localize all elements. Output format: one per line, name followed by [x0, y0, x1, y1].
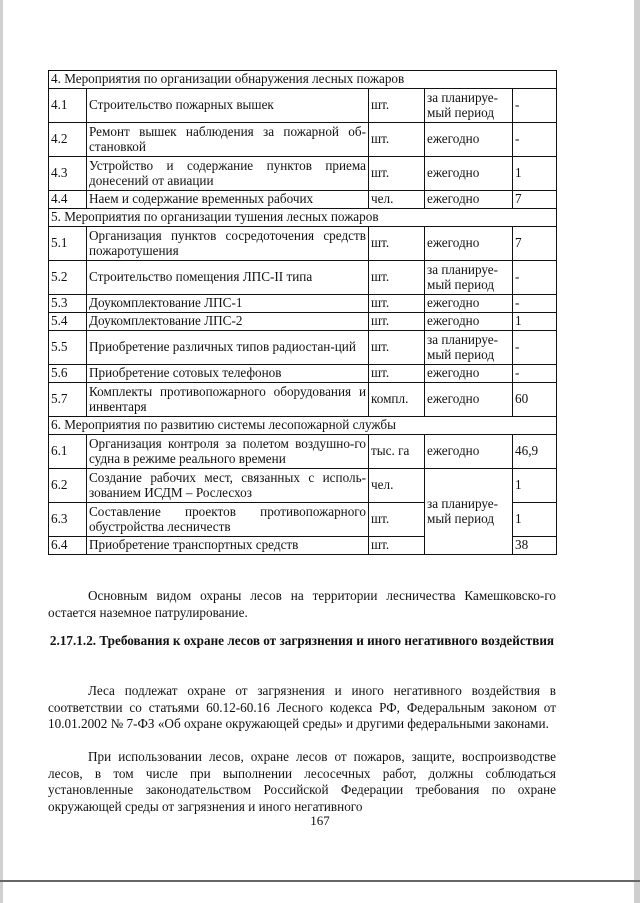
row-unit: шт.: [369, 537, 425, 555]
row-measure: Наем и содержание временных рабочих: [87, 191, 369, 209]
row-period: за планируе-мый период: [425, 89, 513, 123]
row-measure: Организация контроля за полетом воздушно-го судна в режиме реального времени: [87, 435, 369, 469]
row-unit: шт.: [369, 261, 425, 295]
row-number: 5.7: [49, 383, 87, 417]
row-measure: Устройство и содержание пунктов приема донесений от авиации: [87, 157, 369, 191]
row-unit: чел.: [369, 191, 425, 209]
row-value: -: [513, 365, 557, 383]
paragraph-requirements: При использовании лесов, охране лесов от пожаров, защите, воспроизводстве лесов, в том числе при выполнении лесосечных работ, должны соблюдаться установленные законодательством Российской Федерации требования по охране окружающей среды от загрязнения и иного негативного: [48, 749, 556, 814]
row-period: ежегодно: [425, 383, 513, 417]
table-row: [49, 227, 557, 261]
row-unit: шт.: [369, 503, 425, 537]
row-value: 7: [513, 227, 557, 261]
paragraph-patrol: Основным видом охраны лесов на территории лесничества Камешковско-го остается наземное патрулирование.: [48, 588, 556, 620]
scan-edge-left: [0, 0, 3, 903]
row-number: 6.1: [49, 435, 87, 469]
row-value: -: [513, 261, 557, 295]
table-row: [49, 191, 557, 209]
row-measure: Ремонт вышек наблюдения за пожарной об-становкой: [87, 123, 369, 157]
row-unit: шт.: [369, 123, 425, 157]
table-section-row: [49, 209, 557, 227]
row-measure: Организация пунктов сосредоточения средств пожаротушения: [87, 227, 369, 261]
row-value: 7: [513, 191, 557, 209]
table-row: [49, 331, 557, 365]
table-row: [49, 261, 557, 295]
row-period: ежегодно: [425, 123, 513, 157]
row-value: 1: [513, 313, 557, 331]
row-value: 38: [513, 537, 557, 555]
row-unit: шт.: [369, 157, 425, 191]
row-measure: Составление проектов противопожарного обустройства лесничеств: [87, 503, 369, 537]
row-period: ежегодно: [425, 295, 513, 313]
row-period: ежегодно: [425, 191, 513, 209]
row-value: 46,9: [513, 435, 557, 469]
row-number: 4.1: [49, 89, 87, 123]
row-measure: Строительство помещения ЛПС-II типа: [87, 261, 369, 295]
table-section-row: [49, 417, 557, 435]
row-period: ежегодно: [425, 435, 513, 469]
row-measure: Доукомплектование ЛПС-1: [87, 295, 369, 313]
row-value: 1: [513, 157, 557, 191]
row-number: 5.5: [49, 331, 87, 365]
row-number: 4.3: [49, 157, 87, 191]
table-row: [49, 157, 557, 191]
row-number: 5.4: [49, 313, 87, 331]
row-number: 4.4: [49, 191, 87, 209]
row-value: -: [513, 89, 557, 123]
row-period: ежегодно: [425, 227, 513, 261]
scan-edge-right: [634, 0, 640, 903]
row-measure: Создание рабочих мест, связанных с исполь-зованием ИСДМ – Рослесхоз: [87, 469, 369, 503]
row-period: ежегодно: [425, 313, 513, 331]
row-period: за планируе-мый период: [425, 331, 513, 365]
table-row: [49, 365, 557, 383]
table-row: [49, 123, 557, 157]
row-measure: Строительство пожарных вышек: [87, 89, 369, 123]
table-row: [49, 295, 557, 313]
table-section-row: [49, 71, 557, 89]
row-measure: Комплекты противопожарного оборудования и инвентаря: [87, 383, 369, 417]
row-value: -: [513, 331, 557, 365]
row-unit: шт.: [369, 313, 425, 331]
row-unit: чел.: [369, 469, 425, 503]
section-title: 6. Мероприятия по развитию системы лесопожарной службы: [49, 417, 557, 435]
row-measure: Приобретение сотовых телефонов: [87, 365, 369, 383]
section-title: 5. Мероприятия по организации тушения лесных пожаров: [49, 209, 557, 227]
row-measure: Доукомплектование ЛПС-2: [87, 313, 369, 331]
scan-bottom-line: [0, 880, 640, 882]
row-number: 6.4: [49, 537, 87, 555]
table-row: [49, 89, 557, 123]
table-row: [49, 383, 557, 417]
row-number: 5.2: [49, 261, 87, 295]
row-number: 5.6: [49, 365, 87, 383]
section-heading: 2.17.1.2. Требования к охране лесов от загрязнения и иного негативного воздействия: [49, 633, 555, 648]
row-period: ежегодно: [425, 365, 513, 383]
row-value: 1: [513, 503, 557, 537]
row-unit: шт.: [369, 331, 425, 365]
row-number: 4.2: [49, 123, 87, 157]
row-period: за планируе-мый период: [425, 469, 513, 555]
page-number: 167: [310, 813, 330, 828]
row-value: -: [513, 295, 557, 313]
row-number: 6.3: [49, 503, 87, 537]
row-value: 1: [513, 469, 557, 503]
table-row: [49, 313, 557, 331]
row-unit: шт.: [369, 295, 425, 313]
row-period: ежегодно: [425, 157, 513, 191]
table-row: [49, 469, 557, 503]
row-unit: шт.: [369, 89, 425, 123]
row-value: 60: [513, 383, 557, 417]
row-period: за планируе-мый период: [425, 261, 513, 295]
section-title: 4. Мероприятия по организации обнаружения лесных пожаров: [49, 71, 557, 89]
row-measure: Приобретение различных типов радиостан-ций: [87, 331, 369, 365]
row-unit: компл.: [369, 383, 425, 417]
measures-table: [48, 70, 557, 555]
row-number: 6.2: [49, 469, 87, 503]
row-measure: Приобретение транспортных средств: [87, 537, 369, 555]
row-unit: шт.: [369, 365, 425, 383]
row-value: -: [513, 123, 557, 157]
row-number: 5.1: [49, 227, 87, 261]
table-row: [49, 435, 557, 469]
row-unit: тыс. га: [369, 435, 425, 469]
paragraph-legal-basis: Леса подлежат охране от загрязнения и иного негативного воздействия в соответствии со статьями 60.12-60.16 Лесного кодекса РФ, Федеральным законом от 10.01.2002 № 7-ФЗ «Об охране окружающей среды» и другими федеральными законами.: [48, 683, 556, 731]
row-unit: шт.: [369, 227, 425, 261]
row-number: 5.3: [49, 295, 87, 313]
